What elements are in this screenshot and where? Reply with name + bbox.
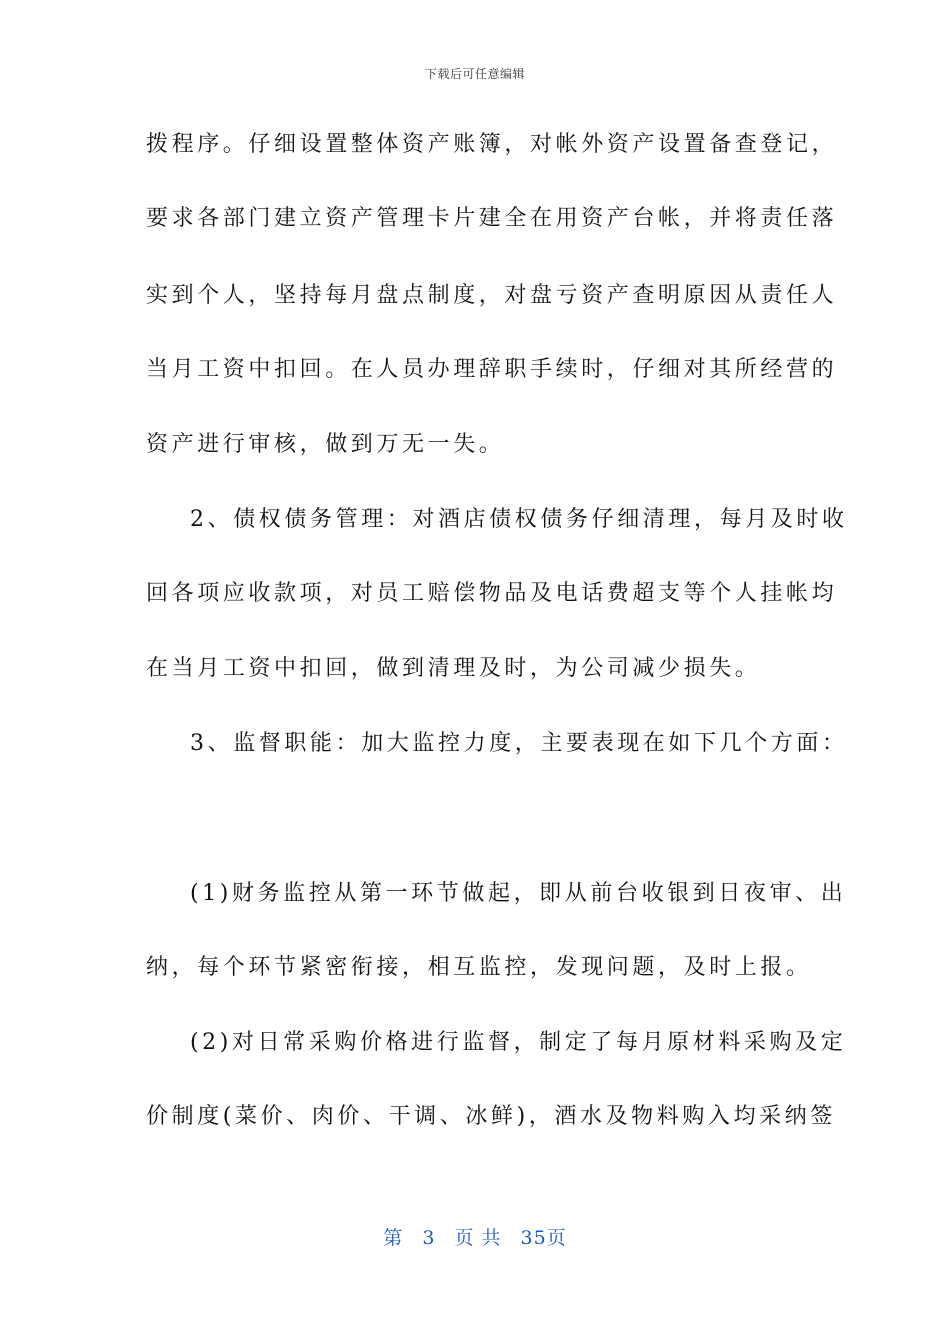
footer-prefix: 第 [383,1227,404,1249]
footer-total-pages: 35页 [520,1227,567,1249]
body-line: 纳，每个环节紧密衔接，相互监控，发现问题，及时上报。 [146,955,812,980]
footer-page-number: 3 [422,1227,436,1249]
body-line: 2、债权债务管理：对酒店债权债务仔细清理，每月及时收 [190,507,848,532]
footer-middle: 页 共 [454,1227,502,1249]
body-line: 在当月工资中扣回，做到清理及时，为公司减少损失。 [146,656,761,681]
body-line: (2)对日常采购价格进行监督，制定了每月原材料采购及定 [190,1030,847,1055]
body-line: 拨程序。仔细设置整体资产账簿，对帐外资产设置备查登记， [146,132,838,157]
body-line: 3、监督职能：加大监控力度，主要表现在如下几个方面： [190,731,848,756]
body-line: 实到个人，坚持每月盘点制度，对盘亏资产查明原因从责任人 [146,283,838,308]
body-line: 资产进行审核，做到万无一失。 [146,432,505,457]
body-line: 回各项应收款项，对员工赔偿物品及电话费超支等个人挂帐均 [146,581,838,606]
body-line: 要求各部门建立资产管理卡片建全在用资产台帐，并将责任落 [146,206,838,231]
page-footer [0,1224,950,1252]
page-header-watermark: 下载后可任意编辑 [424,67,525,81]
body-line: 价制度(菜价、肉价、干调、冰鲜)，酒水及物料购入均采纳签 [146,1104,836,1129]
body-line: (1)财务监控从第一环节做起，即从前台收银到日夜审、出 [190,881,847,906]
body-line: 当月工资中扣回。在人员办理辞职手续时，仔细对其所经营的 [146,357,838,382]
